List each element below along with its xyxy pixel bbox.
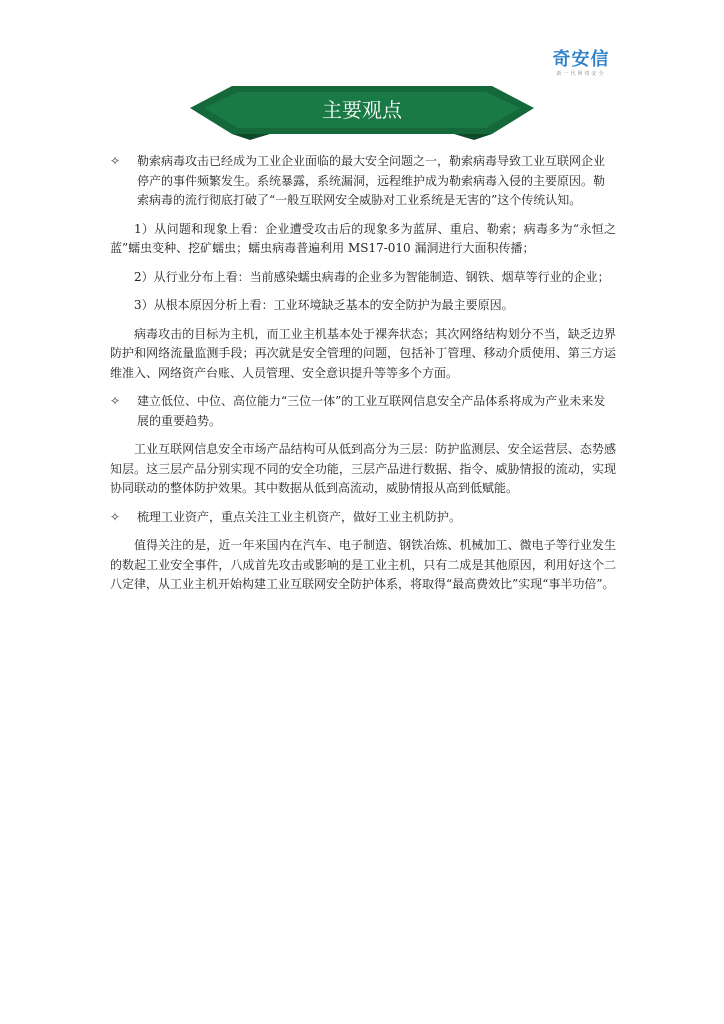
key-point-2 [110,392,616,431]
key-point-heading: 勒索病毒攻击已经成为工业企业面临的最大安全问题之一，勒索病毒导致工业互联网企业停产的事件频繁发生。系统暴露，系统漏洞，远程维护成为勒索病毒入侵的主要原因。勒索病毒的流行彻底打破了“一般互联网安全威胁对工业系统是无害的”这个传统认知。 [137,154,606,207]
key-point-heading: 建立低位、中位、高位能力“三位一体”的工业互联网信息安全产品体系将成为产业未来发展的重要趋势。 [137,394,606,428]
paragraph: 病毒攻击的目标为主机，而工业主机基本处于裸奔状态；其次网络结构划分不当，缺乏边界防护和网络流量监测手段；再次就是安全管理的问题，包括补丁管理、移动介质使用、第三方运维准入、网络资产台账、人员管理、安全意识提升等等多个方面。 [110,326,616,380]
diamond-bullet-icon: ✧ [110,509,121,524]
paragraph: 2）从行业分布上看：当前感染蠕虫病毒的企业多为智能制造、钢铁、烟草等行业的企业； [134,269,610,284]
paragraph: 值得关注的是，近一年来国内在汽车、电子制造、钢铁冶炼、机械加工、微电子等行业发生的数起工业安全事件，八成首先攻击或影响的是工业主机，只有二成是其他原因，利用好这个二八定律，从工业主机开始构建工业互联网安全防护体系，将取得“最高费效比”实现“事半功倍”。 [110,538,616,591]
logo-tagline: 新一代网络安全 [556,71,606,77]
key-point-1 [110,152,616,211]
page-title: 主要观点 [322,98,402,122]
key-point-3 [110,508,616,528]
paragraph: 3）从根本原因分析上看：工业环境缺乏基本的安全防护为最主要原因。 [134,298,514,312]
paragraph: 1）从问题和现象上看：企业遭受攻击后的现象多为蓝屏、重启、勒索；病毒多为“永恒之蓝”蠕虫变种、挖矿蠕虫；蠕虫病毒普遍利用 MS17-010 漏洞进行大面积传播； [110,221,616,255]
company-logo [546,50,616,78]
key-point-heading: 梳理工业资产，重点关注工业主机资产，做好工业主机防护。 [137,509,462,524]
logo-wordmark: 奇安信 [552,49,610,70]
main-content [110,152,616,604]
section-banner [190,84,534,140]
diamond-bullet-icon: ✧ [110,154,121,168]
paragraph: 工业互联网信息安全市场产品结构可从低到高分为三层：防护监测层、安全运营层、态势感知层。这三层产品分别实现不同的安全功能，三层产品进行数据、指令、威胁情报的流动，实现协同联动的整体防护效果。其中数据从低到高流动，威胁情报从高到低赋能。 [110,442,616,495]
diamond-bullet-icon: ✧ [110,394,121,408]
